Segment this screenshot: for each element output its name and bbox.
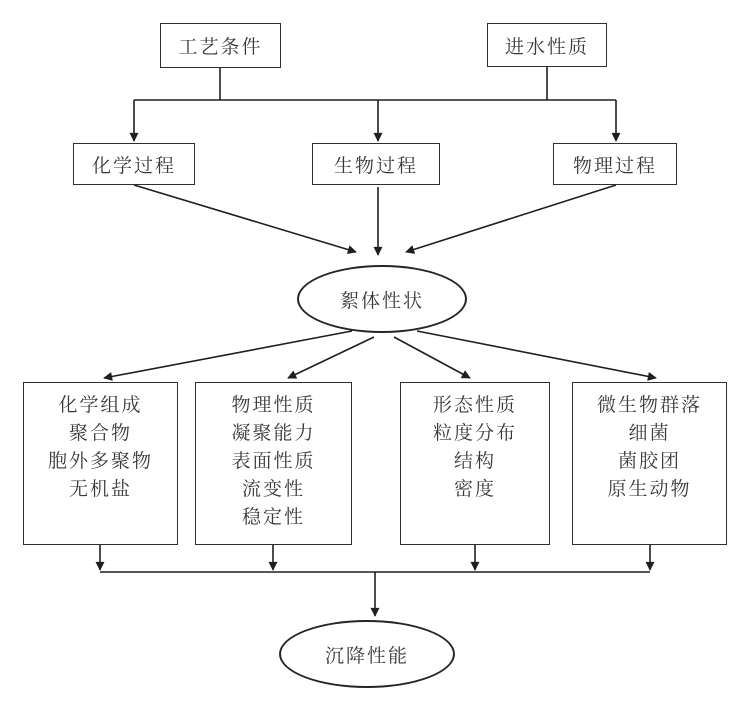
ellipse-floc-characteristics <box>297 265 467 333</box>
converge-to-floc-arrows <box>134 185 616 255</box>
box-line: 微生物群落 <box>596 395 702 416</box>
box-line: 物理性质 <box>231 395 316 416</box>
box-microbial-community <box>572 382 727 545</box>
box-line: 流变性 <box>241 479 305 500</box>
box-label: 工艺条件 <box>178 37 263 58</box>
box-label: 进水性质 <box>504 36 589 58</box>
box-line: 粒度分布 <box>432 423 517 444</box>
box-line: 表面性质 <box>231 451 316 472</box>
box-chemical-process <box>73 143 195 185</box>
box-line: 聚合物 <box>68 423 132 444</box>
fanout-from-floc-arrows <box>104 331 656 378</box>
box-influent-properties <box>487 23 607 67</box>
ellipse-label: 沉降性能 <box>324 645 409 667</box>
box-physical-properties <box>195 382 352 545</box>
box-line: 化学组成 <box>58 395 143 416</box>
box-line: 菌胶团 <box>617 451 681 472</box>
box-morphological-properties <box>400 382 550 545</box>
box-label: 物理过程 <box>572 155 657 177</box>
box-line: 结构 <box>453 451 496 472</box>
box-line: 密度 <box>453 479 496 500</box>
top-bus-connectors <box>134 67 616 141</box>
bottom-bus-connectors <box>100 545 650 616</box>
box-line: 凝聚能力 <box>231 423 316 444</box>
box-label: 生物过程 <box>333 155 418 177</box>
box-line: 原生动物 <box>607 479 692 500</box>
box-line: 胞外多聚物 <box>47 451 153 472</box>
box-physical-process <box>553 143 677 185</box>
box-chemical-composition <box>23 382 178 545</box>
box-process-conditions <box>160 23 281 68</box>
box-line: 无机盐 <box>68 479 132 500</box>
box-biological-process <box>312 143 440 185</box>
box-label: 化学过程 <box>91 155 176 177</box>
box-line: 细菌 <box>628 423 671 444</box>
ellipse-label: 絮体性状 <box>339 290 424 312</box>
ellipse-settling-performance <box>279 620 455 688</box>
box-line: 稳定性 <box>241 507 305 528</box>
box-line: 形态性质 <box>432 395 517 416</box>
